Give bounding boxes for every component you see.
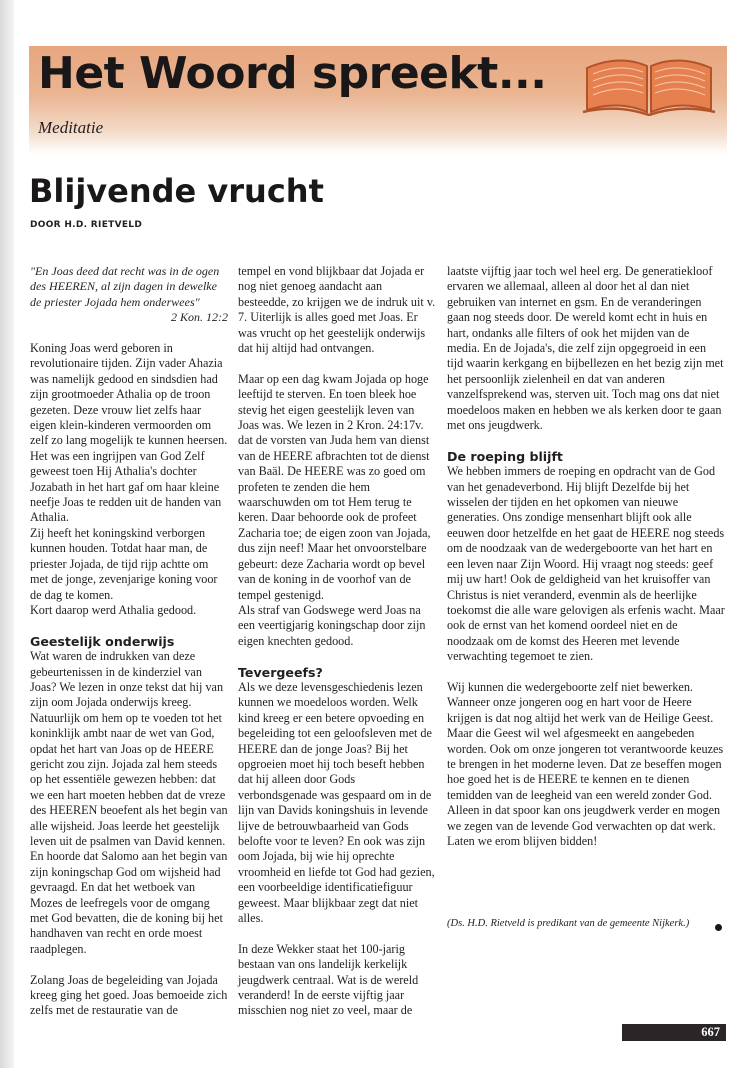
- banner-title: Het Woord spreekt...: [38, 48, 547, 99]
- section-banner: [29, 46, 727, 154]
- end-bullet-icon: [715, 924, 722, 931]
- open-book-icon: [581, 54, 717, 116]
- page-number: 667: [701, 1025, 720, 1039]
- paragraph: In deze Wekker staat het 100-jarig bestaan van ons landelijk kerkelijk jeugdwerk centraal. Wat is de wereld veranderd! In de eerste vijftig jaar misschien nog niet zo veel, maar de: [238, 941, 419, 1018]
- section-heading: Tevergeefs?: [238, 664, 323, 680]
- paragraph: We hebben immers de roeping en opdracht van de God van het genadeverbond. Hij blijft Dezelfde bij het wisselen der tijden en het opkomen van nieuwe generaties. Ons zondige mensenhart blijft ook alle eeuwen door hetzelfde en het gaat de HEERE nog steeds om de noodzaak van de wedergeboorte van het hart en een leven naar Zijn Woord. Hij vraagt nog steeds: geef mij uw hart! Ook de geldigheid van het kruisoffer van Christus is niet veranderd, evenmin als de heerlijke toekomst die alle ware gelovigen als erfenis wacht. Maar ook de ernst van het komend oordeel niet en de noodzaak om de komst des Heeren met levende verwachting tegemoet te zien.: [447, 464, 725, 664]
- section-heading: Geestelijk onderwijs: [30, 633, 175, 649]
- page-number-bar: [622, 1024, 726, 1041]
- column-2: [238, 264, 436, 1019]
- banner-subtitle: Meditatie: [38, 118, 104, 137]
- page-edge: [0, 0, 14, 1068]
- column-3: [447, 264, 725, 849]
- author-footnote: (Ds. H.D. Rietveld is predikant van de gemeente Nijkerk.): [447, 918, 690, 929]
- paragraph: Koning Joas werd geboren in revolutionaire tijden. Zijn vader Ahazia was namelijk gedood en sindsdien had zijn grootmoeder Athalia op de troon gezeten. Deze vrouw liet zelfs haar eigen klein-kinderen vermoorden om zelf zo lang mogelijk te kunnen heersen.: [30, 341, 228, 448]
- paragraph: Maar op een dag kwam Jojada op hoge leeftijd te sterven. En toen bleek hoe stevig het eigen geestelijk leven van Joas was. We lezen in 2 Kron. 24:17v. dat de vorsten van Juda hem van dienst van de HEERE afbrachten tot de dienst van Baäl. De HEERE was zo goed om profeten te zenden die hem waarschuwden om tot Hem terug te keren. Daar behoorde ook de profeet Zacharia toe; de eigen zoon van Jojada, dus zijn neef! Maar het onvoorstelbare gebeurt: deze Zacharia wordt op bevel van de koning in de voorhof van de tempel gestenigd.: [238, 371, 431, 602]
- article-title: Blijvende vrucht: [29, 172, 324, 210]
- paragraph: Wat waren de indrukken van deze gebeurtenissen in de kinderziel van Joas? We lezen in onze tekst dat hij van zijn oom Jojada onderwijs kreeg. Natuurlijk om hem op te voeden tot het koninklijk ambt naar de wet van God, opdat het hart van Joas op de HEERE gericht zou zijn. Jojada zal hem steeds op het essentiële gewezen hebben: dat we een hart moeten hebben dat de vreze des HEEREN beoefent als het begin van alle wijsheid. Joas leerde het geestelijk leven uit de psalmen van David kennen. En hoorde dat Salomo aan het begin van zijn koningschap God om wijsheid had gevraagd. En dat het wetboek van Mozes de leefregels voor de omgang met God bevatten, die de koning bij het handhaven van recht en orde moest raadplegen.: [30, 649, 228, 956]
- quote-reference: 2 Kon. 12:2: [171, 310, 228, 325]
- paragraph: Zolang Joas de begeleiding van Jojada kreeg ging het goed. Joas bemoeide zich zelfs met de restauratie van de: [30, 972, 228, 1018]
- article-byline: DOOR H.D. RIETVELD: [30, 220, 143, 230]
- paragraph: tempel en vond blijkbaar dat Jojada er nog niet genoeg aandacht aan besteedde, zo krijgen we de indruk uit v. 7. Uiterlijk is alles goed met Joas. Er was vrucht op het geestelijk onderwijs dat hij altijd had ontvangen.: [238, 264, 436, 356]
- paragraph: Het was een ingrijpen van God Zelf geweest toen Hij Athalia's dochter Jozabath in het hart gaf om haar kleine neefje Joas te redden uit de handen van Athalia.: [30, 448, 222, 525]
- section-heading: De roeping blijft: [447, 448, 563, 464]
- paragraph: Als we deze levensgeschiedenis lezen kunnen we moedeloos worden. Welk kind kreeg er een betere opvoeding en begeleiding tot een geloofsleven met de HEERE dan de jonge Joas? Bij het opgroeien moet hij toch beseft hebben dat hij alleen door Gods verbondsgenade was gespaard om in de lijn van Davids koningshuis in levende lijve de betrouwbaarheid van Gods belofte voor te leven? En ook was zijn oom Jojada, bij wie hij oprechte vroomheid en liefde tot God had gezien, een voorbeeldige identificatiefiguur geweest. Maar blijkbaar zegt dat niet alles.: [238, 679, 435, 926]
- paragraph: Kort daarop werd Athalia gedood.: [30, 602, 197, 617]
- paragraph: Als straf van Godswege werd Joas na een veertigjarig koningschap door zijn eigen knechten gedood.: [238, 602, 426, 648]
- paragraph: Wij kunnen die wedergeboorte zelf niet bewerken. Wanneer onze jongeren oog en hart voor de Heere krijgen is dat nog altijd het werk van de Heilige Geest. Maar die Geest wil wel afgesmeekt en aangebeden worden. Ook om onze jongeren tot verantwoorde keuzes te brengen in het moderne leven. Dat ze beseffen mogen hoe goed het is de HEERE te kennen en te dienen temidden van de leegheid van een wereld zonder God.: [447, 679, 724, 802]
- paragraph: Zij heeft het koningskind verborgen kunnen houden. Totdat haar man, de priester Jojada, de tijd rijp achtte om met de jonge, zevenjarige koning voor de dag te komen.: [30, 525, 218, 602]
- quote-text: "En Joas deed dat recht was in de ogen des HEEREN, al zijn dagen in dewelke de priester Jojada hem onderwees": [30, 264, 220, 309]
- bible-quote: [30, 264, 228, 326]
- column-1: [30, 264, 228, 1019]
- paragraph: Alleen in dat spoor kan ons jeugdwerk verder en mogen we zegen van de levende God verwachten op dat werk. Laten we erom blijven bidden!: [447, 803, 721, 848]
- paragraph: laatste vijftig jaar toch wel heel erg. De generatiekloof ervaren we allemaal, alleen al door het al dan niet gebruiken van internet en gsm. En de veranderingen gaan nog steeds door. De wereld komt echt in huis en hart, ondanks alle filters of ook het mijden van de media. En de Jojada's, die zelf zijn opgegroeid in een tijd waarin kerkgang en bijbellezen en het bezig zijn met het persoonlijk zielenheil en dat van anderen vanzelfsprekend was, sterven uit. Toch mag ons dat niet moedeloos maken en hebben we als kerken door te gaan met ons jeugdwerk.: [447, 264, 724, 433]
